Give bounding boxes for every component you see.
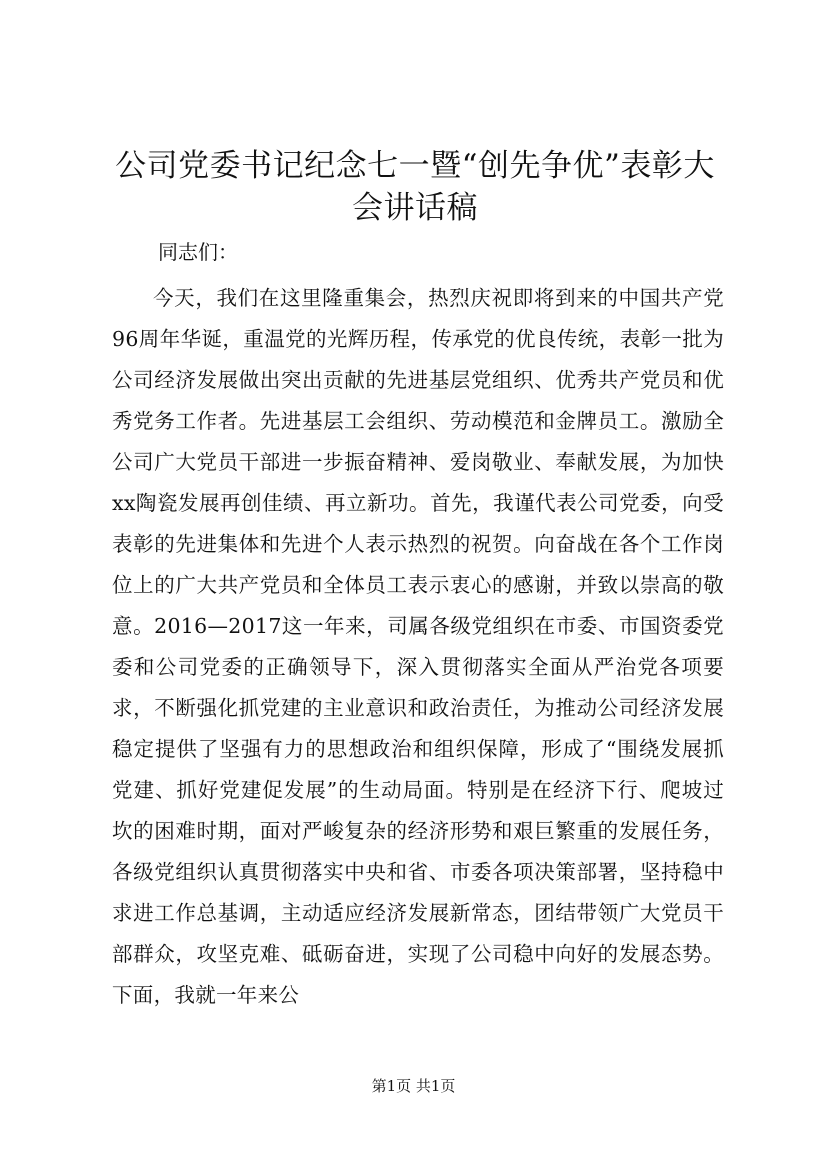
document-title: 公司党委书记纪念七一暨“创先争优”表彰大会讲话稿: [115, 148, 715, 226]
page-footer: 第1页 共1页: [371, 1077, 456, 1095]
salutation: 同志们：: [158, 240, 238, 264]
body-paragraph: 今天，我们在这里隆重集会，热烈庆祝即将到来的中国共产党96周年华诞，重温党的光辉历程，传承党的优良传统，表彰一批为公司经济发展做出突出贡献的先进基层党组织、优秀共产党员和优秀党务工作者。先进基层工会组织、劳动模范和金牌员工。激励全公司广大党员干部进一步振奋精神、爱岗敬业、奉献发展，为加快xx陶瓷发展再创佳绩、再立新功。首先，我谨代表公司党委，向受表彰的先进集体和先进个人表示热烈的祝贺。向奋战在各个工作岗位上的广大共产党员和全体员工表示衷心的感谢，并致以崇高的敬意。2016—2017这一年来，司属各级党组织在市委、市国资委党委和公司党委的正确领导下，深入贯彻落实全面从严治党各项要求，不断强化抓党建的主业意识和政治责任，为推动公司经济发展稳定提供了坚强有力的思想政治和组织保障，形成了“围绕发展抓党建、抓好党建促发展”的生动局面。特别是在经济下行、爬坡过坎的困难时期，面对严峻复杂的经济形势和艰巨繁重的发展任务，各级党组织认真贯彻落实中央和省、市委各项决策部署，坚持稳中求进工作总基调，主动适应经济发展新常态，团结带领广大党员干部群众，攻坚克难、砥砺奋进，实现了公司稳中向好的发展态势。下面，我就一年来公: [112, 286, 724, 1007]
